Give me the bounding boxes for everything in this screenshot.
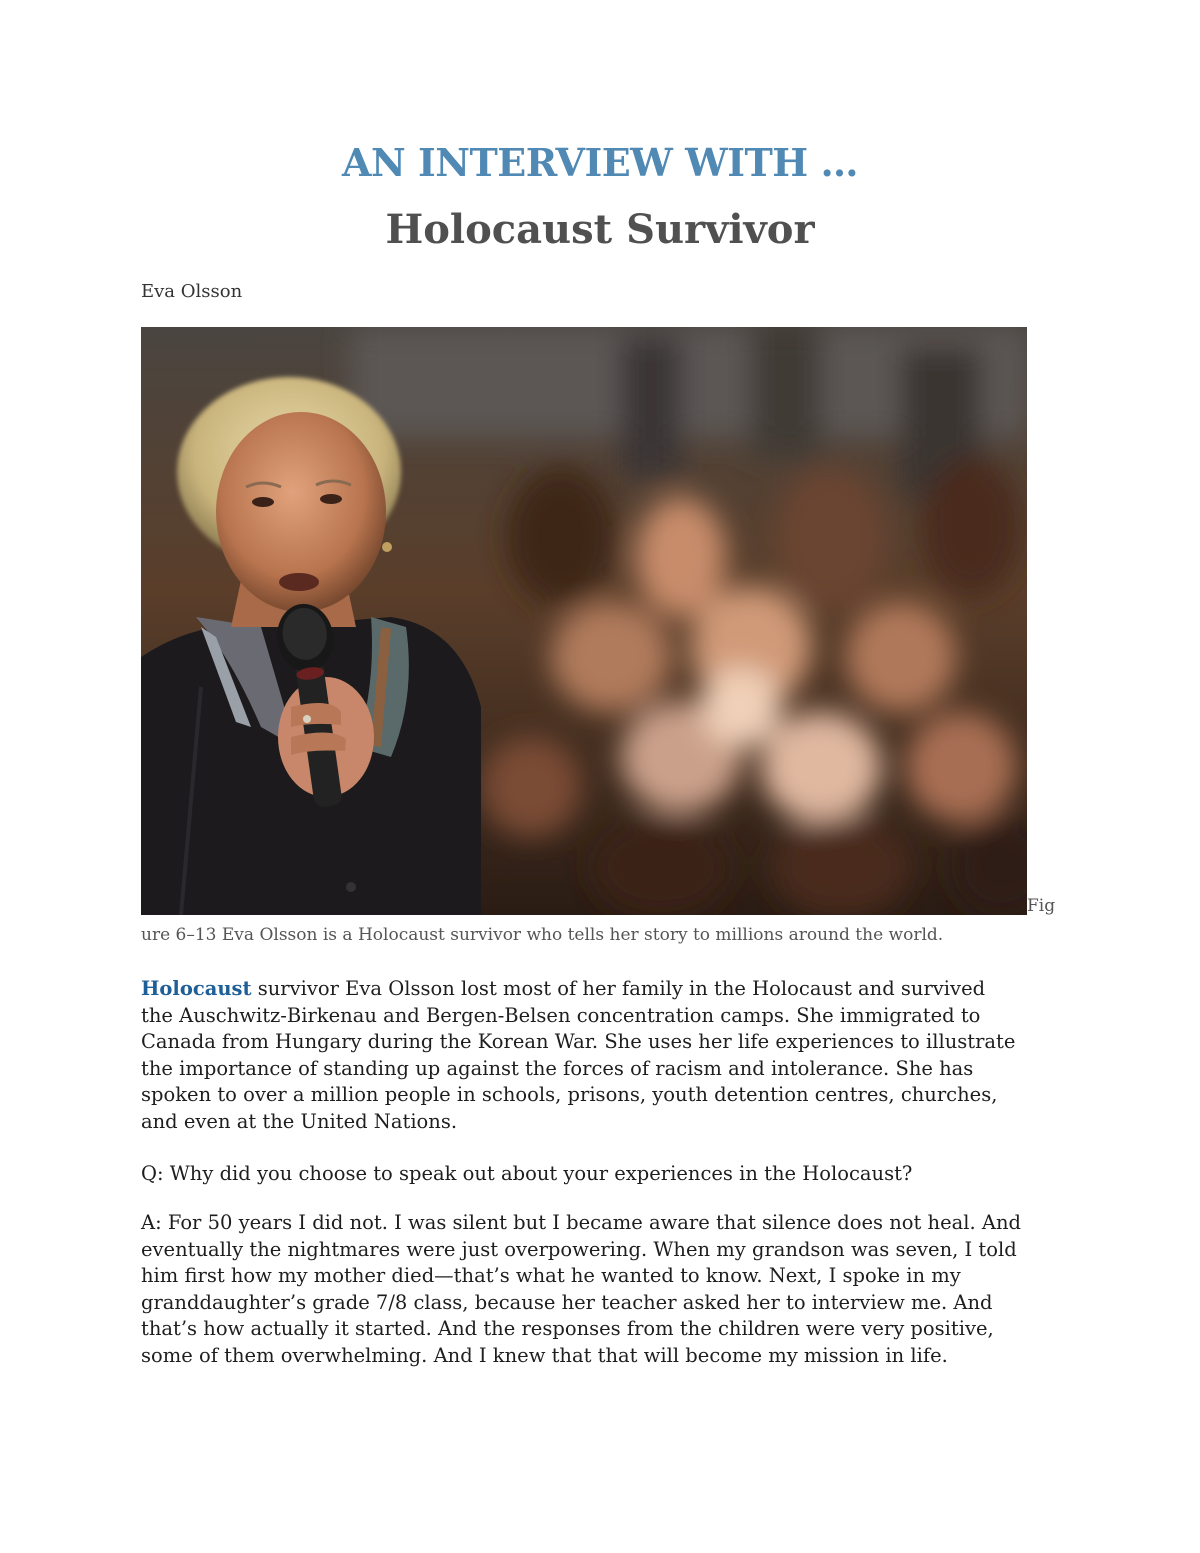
answer-line: that’s how actually it started. And the responses from the children were very positive, [141, 1317, 994, 1340]
intro-line: the Auschwitz-Birkenau and Bergen-Belsen concentration camps. She immigrated to [141, 1003, 981, 1027]
answer-line: him first how my mother died—that’s what he wanted to know. Next, I spoke in my [141, 1264, 961, 1287]
answer-line: some of them overwhelming. And I knew that that will become my mission in life. [141, 1343, 948, 1367]
speaker-photo [141, 327, 1027, 915]
intro-line: spoken to over a million people in schools, prisons, youth detention centres, churches, [141, 1083, 998, 1106]
intro-line [141, 976, 1071, 1003]
answer-line: eventually the nightmares were just overpowering. When my grandson was seven, I told [141, 1237, 1017, 1261]
intro-line: the importance of standing up against the forces of racism and intolerance. She has [141, 1056, 974, 1080]
byline: Eva Olsson [141, 281, 243, 302]
intro-line-text: survivor Eva Olsson lost most of her family in the Holocaust and survived [251, 977, 986, 1000]
page-title: AN INTERVIEW WITH … [342, 140, 858, 185]
answer-line: A: For 50 years I did not. I was silent but I became aware that silence does not heal. And [141, 1211, 1022, 1234]
intro-line: and even at the United Nations. [141, 1109, 458, 1133]
interview-question: Q: Why did you choose to speak out about your experiences in the Holocaust? [141, 1162, 913, 1185]
page-subtitle: Holocaust Survivor [385, 206, 815, 253]
figure-caption: ure 6–13 Eva Olsson is a Holocaust survivor who tells her story to millions around the world. [141, 925, 944, 945]
interview-answer [141, 1210, 1071, 1369]
intro-paragraph [141, 976, 1071, 1135]
intro-line: Canada from Hungary during the Korean War. She uses her life experiences to illustrate [141, 1030, 1016, 1053]
holocaust-glossary-link[interactable]: Holocaust [141, 977, 252, 1000]
answer-line: granddaughter’s grade 7/8 class, because her teacher asked her to interview me. And [141, 1290, 993, 1314]
figure-caption-start: Fig [1027, 896, 1056, 916]
